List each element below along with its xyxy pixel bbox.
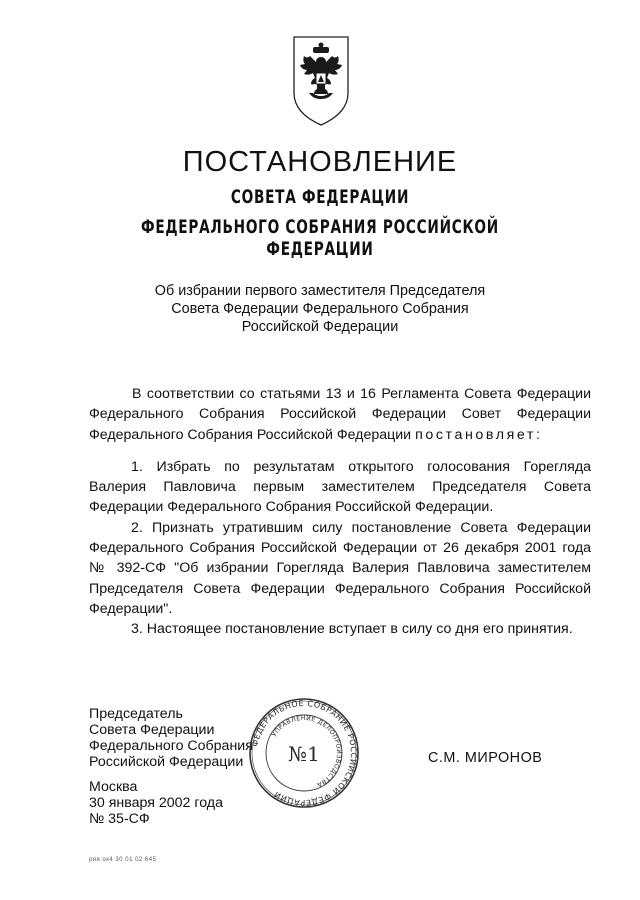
date: 30 января 2002 года bbox=[89, 795, 223, 811]
signatory-name: С.М. МИРОНОВ bbox=[428, 750, 543, 766]
city: Москва bbox=[89, 779, 138, 795]
position-line: Председатель bbox=[89, 706, 183, 722]
seal-inner-text: УПРАВЛЕНИЕ ДЕЛОПРОИЗВОДСТВА bbox=[270, 714, 343, 789]
official-seal-stamp bbox=[248, 697, 360, 809]
document-subject bbox=[100, 282, 540, 336]
issuer-line-2: ФЕДЕРАЛЬНОГО СОБРАНИЯ РОССИЙСКОЙ ФЕДЕРАЦИИ bbox=[141, 216, 499, 260]
subject-line: Совета Федерации Федерального Собрания bbox=[171, 301, 469, 317]
position-line: Федерального Собрания bbox=[89, 738, 253, 754]
print-code: ряя ок4 30 01 02 645 bbox=[89, 857, 157, 863]
position-line: Совета Федерации bbox=[89, 722, 215, 738]
signatory-position bbox=[89, 706, 253, 770]
double-headed-eagle-emblem-icon bbox=[291, 35, 351, 127]
subject-line: Об избрании первого заместителя Председателя bbox=[154, 283, 486, 299]
issuer-line-1: СОВЕТА ФЕДЕРАЦИИ bbox=[230, 186, 410, 208]
document-number: № 35-СФ bbox=[89, 811, 150, 827]
document-title: ПОСТАНОВЛЕНИЕ bbox=[182, 146, 458, 178]
clause-3: 3. Настоящее постановление вступает в силу со дня его принятия. bbox=[131, 621, 573, 638]
preamble-paragraph bbox=[89, 384, 591, 445]
document-body bbox=[89, 384, 591, 640]
position-line: Российской Федерации bbox=[89, 754, 244, 770]
subject-line: Российской Федерации bbox=[241, 319, 399, 335]
seal-number: №1 bbox=[288, 742, 320, 766]
clause-2: 2. Признать утратившим силу постановление Совета Федерации Федерального Собрания Российской Федерации от 26 декабря 2001 года № 392-СФ "Об избрании Горегляда Валерия Павловича заместителем Председателя Совета Федерации Федерального Собрания Российской Федерации". bbox=[89, 519, 591, 617]
place-and-date bbox=[89, 779, 223, 827]
resolves-word: постановляет: bbox=[415, 426, 543, 443]
clause-1: 1. Избрать по результатам открытого голосования Горегляда Валерия Павловича первым заместителем Председателя Совета Федерации Федерального Собрания Российской Федерации. bbox=[89, 458, 591, 516]
seal-outer-text: ФЕДЕРАЛЬНОЕ СОБРАНИЕ РОССИЙСКОЙ ФЕДЕРАЦИИ bbox=[250, 698, 359, 808]
preamble-text: В соответствии со статьями 13 и 16 Регламента Совета Федерации Федерального Собрания Российской Федерации Совет Федерации Федерального Собрания Российской Федерации bbox=[89, 386, 591, 443]
